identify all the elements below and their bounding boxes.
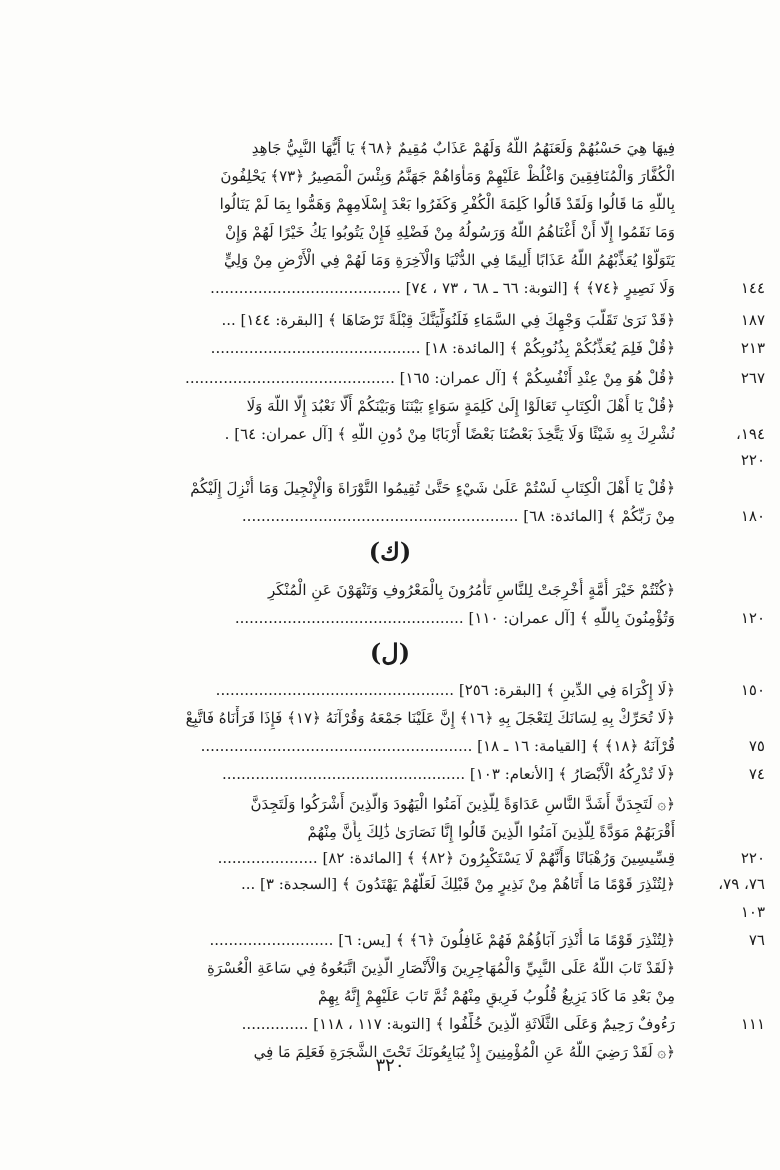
index-entry-line bbox=[150, 792, 765, 820]
index-entry-line bbox=[150, 248, 765, 276]
index-entry-line bbox=[150, 762, 765, 790]
verse-text: ﴿لِتُنْذِرَ قَوْمًا مَا أُنْذِرَ آبَاؤُهُمْ فَهُمْ غَافِلُونَ ﴿٦﴾ ﴾ [يس: ٦] .......................... bbox=[209, 931, 675, 949]
page-reference: ٧٦، ٧٩، bbox=[718, 875, 765, 893]
index-entry-line bbox=[150, 678, 765, 706]
verse-text: ﴿لَا تُدْرِكُهُ الْأَبْصَارُ ﴾ [الأنعام: ١٠٣] ................................................... bbox=[221, 765, 675, 783]
verse-text: ﴿كُنْتُمْ خَيْرَ أُمَّةٍ أُخْرِجَتْ لِلنَّاسِ تَأْمُرُونَ بِالْمَعْرُوفِ وَتَنْهَوْنَ عَنِ الْمُنْكَرِ bbox=[268, 581, 675, 599]
index-entry-line bbox=[150, 422, 765, 450]
page-reference: ١١١ bbox=[740, 1015, 765, 1033]
verse-text: الْكُفَّارَ وَالْمُنَافِقِينَ وَاغْلُظْ عَلَيْهِمْ وَمَأْوَاهُمْ جَهَنَّمُ وَبِئْسَ الْمَصِيرُ ﴿٧٣﴾ يَحْلِفُونَ bbox=[220, 167, 675, 185]
index-entry-line bbox=[150, 846, 765, 874]
verse-text: ﴿قُلْ فَلِمَ يُعَذِّبُكُمْ بِذُنُوبِكُمْ ﴾ [المائدة: ١٨] ............................................ bbox=[210, 339, 675, 357]
verse-text: فِيهَا هِيَ حَسْبُهُمْ وَلَعَنَهُمُ اللَّهُ وَلَهُمْ عَذَابٌ مُقِيمٌ ﴿٦٨﴾ يَا أَيُّهَا النَّبِيُّ جَاهِدِ bbox=[251, 139, 675, 157]
index-entry-line bbox=[150, 928, 765, 956]
verse-text: وَتُؤْمِنُونَ بِاللَّهِ ﴾ [آل عمران: ١١٠] ................................................ bbox=[234, 609, 675, 627]
index-entry-line bbox=[150, 366, 765, 394]
page-reference: ٧٤ bbox=[748, 765, 765, 783]
index-entry-line bbox=[150, 578, 765, 606]
index-entry-line bbox=[150, 606, 765, 634]
index-entry-line bbox=[150, 276, 765, 304]
verse-text: ﴿۞ لَتَجِدَنَّ أَشَدَّ النَّاسِ عَدَاوَةً لِلَّذِينَ آمَنُوا الْيَهُودَ وَالَّذِينَ أَشْرَكُوا وَلَتَجِدَنَّ bbox=[250, 795, 675, 813]
page-reference: ١٨٧ bbox=[740, 311, 765, 329]
index-entry-line bbox=[150, 476, 765, 504]
page-reference: ٧٥ bbox=[748, 737, 765, 755]
page-reference: ٢٢٠ bbox=[740, 849, 765, 867]
index-entry-line bbox=[150, 136, 765, 164]
page-reference: ١٤٤ bbox=[740, 279, 765, 297]
verse-text: ﴿۞ لَقَدْ رَضِيَ اللَّهُ عَنِ الْمُؤْمِنِينَ إِذْ يُبَايِعُونَكَ تَحْتَ الشَّجَرَةِ فَعَلِمَ مَا فِي bbox=[253, 1043, 675, 1061]
index-entry-line bbox=[150, 336, 765, 364]
verse-text: بِاللَّهِ مَا قَالُوا وَلَقَدْ قَالُوا كَلِمَةَ الْكُفْرِ وَكَفَرُوا بَعْدَ إِسْلَامِهِمْ وَهَمُّوا بِمَا لَمْ يَنَالُوا bbox=[219, 195, 675, 213]
verse-text: قِسِّيسِينَ وَرُهْبَانًا وَأَنَّهُمْ لَا يَسْتَكْبِرُونَ ﴿٨٢﴾ ﴾ [المائدة: ٨٢] ..................... bbox=[217, 849, 675, 867]
page-reference: ١٠٣ bbox=[740, 903, 765, 921]
index-entry-line bbox=[150, 220, 765, 248]
verse-text: قُرْآنَهُ ﴿١٨﴾ ﴾ [القيامة: ١٦ ـ ١٨] ......................................................... bbox=[200, 737, 675, 755]
index-entry-line bbox=[150, 448, 765, 476]
verse-text: أَقْرَبَهُمْ مَوَدَّةً لِلَّذِينَ آمَنُوا الَّذِينَ قَالُوا إِنَّا نَصَارَىٰ ذَٰلِكَ بِأَنَّ مِنْهُمْ bbox=[307, 823, 675, 841]
section-heading: (ك) bbox=[368, 537, 412, 566]
index-entry-line bbox=[150, 192, 765, 220]
verse-text: ﴿قُلْ هُوَ مِنْ عِنْدِ أَنْفُسِكُمْ ﴾ [آل عمران: ١٦٥] ............................................ bbox=[185, 369, 675, 387]
page-reference: ٢١٣ bbox=[740, 339, 765, 357]
index-entry-line bbox=[150, 820, 765, 848]
index-entry-line bbox=[150, 734, 765, 762]
verse-text: ﴿لَا إِكْرَاهَ فِي الدِّينِ ﴾ [البقرة: ٢٥٦] .................................................. bbox=[215, 681, 675, 699]
index-entry-line bbox=[150, 956, 765, 984]
verse-text: ﴿لَقَدْ تَابَ اللَّهُ عَلَى النَّبِيِّ وَالْمُهَاجِرِينَ وَالْأَنْصَارِ الَّذِينَ اتَّبَعُوهُ فِي سَاعَةِ الْعُسْرَةِ bbox=[206, 959, 675, 977]
page-number: ٣٢٠ bbox=[375, 1055, 405, 1076]
page-reference: ٧٦ bbox=[748, 931, 765, 949]
page-reference: ٢٢٠ bbox=[740, 451, 765, 469]
verse-text: رَءُوفٌ رَحِيمٌ وَعَلَى الثَّلَاثَةِ الَّذِينَ خُلِّفُوا ﴾ [التوبة: ١١٧ ، ١١٨] .............. bbox=[241, 1015, 675, 1033]
verse-text: يَتَوَلَّوْا يُعَذِّبْهُمُ اللَّهُ عَذَابًا أَلِيمًا فِي الدُّنْيَا وَالْآخِرَةِ وَمَا لَهُمْ فِي الْأَرْضِ مِنْ وَلِيٍّ bbox=[223, 251, 675, 269]
verse-text: ﴿قُلْ يَا أَهْلَ الْكِتَابِ لَسْتُمْ عَلَىٰ شَيْءٍ حَتَّىٰ تُقِيمُوا التَّوْرَاةَ وَالْإِنْجِيلَ وَمَا أُنْزِلَ إِلَيْكُمْ bbox=[190, 479, 675, 497]
index-entry-line bbox=[150, 308, 765, 336]
verse-text: مِنْ رَبِّكُمْ ﴾ [المائدة: ٦٨] .......................................................... bbox=[241, 507, 675, 525]
verse-text: ﴿قُلْ يَا أَهْلَ الْكِتَابِ تَعَالَوْا إِلَىٰ كَلِمَةٍ سَوَاءٍ بَيْنَنَا وَبَيْنَكُمْ أَلَّا نَعْبُدَ إِلَّا اللَّهَ وَلَا bbox=[246, 397, 675, 415]
verse-text: ﴿قَدْ نَرَىٰ تَقَلُّبَ وَجْهِكَ فِي السَّمَاءِ فَلَنُوَلِّيَنَّكَ قِبْلَةً تَرْضَاهَا ﴾ [البقرة: ١٤٤] ... bbox=[221, 311, 675, 329]
index-entry-line bbox=[150, 504, 765, 532]
page-reference: ١٩٤، bbox=[735, 425, 765, 443]
section-heading: (ل) bbox=[369, 638, 411, 667]
index-entry-line bbox=[150, 706, 765, 734]
page-reference: ١٥٠ bbox=[740, 681, 765, 699]
index-entry-line bbox=[150, 984, 765, 1012]
page-reference: ١٢٠ bbox=[740, 609, 765, 627]
page-reference: ١٨٠ bbox=[740, 507, 765, 525]
index-entry-line bbox=[150, 164, 765, 192]
verse-text: وَلَا نَصِيرٍ ﴿٧٤﴾ ﴾ [التوبة: ٦٦ ـ ٦٨ ، ٧٣ ، ٧٤] ........................................ bbox=[210, 279, 675, 297]
verse-text: وَمَا نَقَمُوا إِلَّا أَنْ أَغْنَاهُمُ اللَّهُ وَرَسُولُهُ مِنْ فَضْلِهِ فَإِنْ يَتُوبُوا يَكُ خَيْرًا لَهُمْ وَإِنْ bbox=[225, 223, 675, 241]
verse-text: ﴿لَا تُحَرِّكْ بِهِ لِسَانَكَ لِتَعْجَلَ بِهِ ﴿١٦﴾ إِنَّ عَلَيْنَا جَمْعَهُ وَقُرْآنَهُ ﴿١٧﴾ فَإِذَا قَرَأْنَاهُ فَاتَّبِعْ bbox=[185, 709, 675, 727]
index-entry-line bbox=[150, 1012, 765, 1040]
page-reference: ٢٦٧ bbox=[740, 369, 765, 387]
verse-text: مِنْ بَعْدِ مَا كَادَ يَزِيغُ قُلُوبُ فَرِيقٍ مِنْهُمْ ثُمَّ تَابَ عَلَيْهِمْ إِنَّهُ بِهِمْ bbox=[318, 987, 675, 1005]
verse-text: ﴿لِتُنْذِرَ قَوْمًا مَا أَتَاهُمْ مِنْ نَذِيرٍ مِنْ قَبْلِكَ لَعَلَّهُمْ يَهْتَدُونَ ﴾ [السجدة: ٣] ... bbox=[240, 875, 675, 893]
index-entry-line bbox=[150, 900, 765, 928]
index-entry-line bbox=[150, 394, 765, 422]
verse-text: نُشْرِكَ بِهِ شَيْئًا وَلَا يَتَّخِذَ بَعْضُنَا بَعْضًا أَرْبَابًا مِنْ دُونِ اللَّهِ ﴾ [آل عمران: ٦٤] . bbox=[224, 425, 675, 443]
index-entry-line bbox=[150, 872, 765, 900]
